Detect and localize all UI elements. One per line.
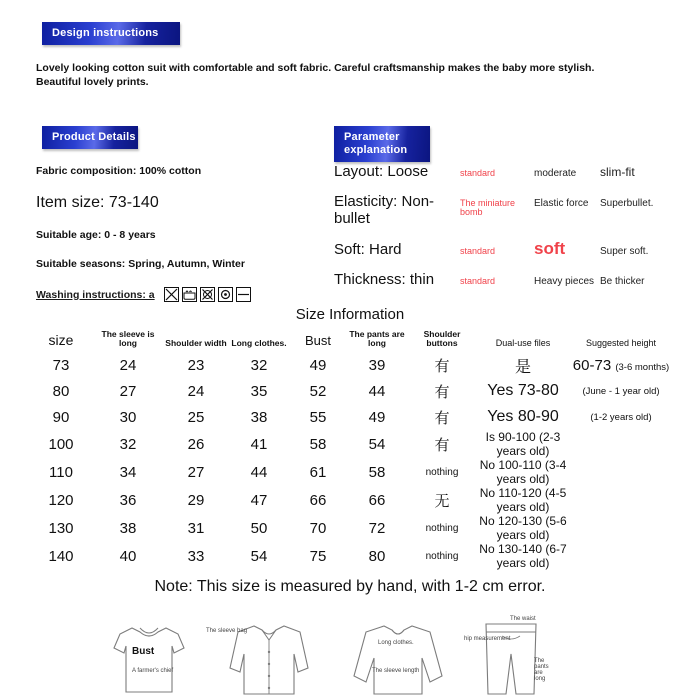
item-size: Item size: 73-140: [36, 194, 159, 211]
cell-shoulder: 26: [187, 435, 205, 453]
cell-sleeve: 34: [119, 463, 137, 481]
cell-dual: Yes 73-80: [487, 382, 559, 400]
cell-shoulder: 23: [187, 356, 205, 374]
soft-option-soft: soft: [534, 239, 566, 258]
elasticity-option-miniature: The miniature bomb: [460, 198, 516, 218]
cell-buttons: 有: [434, 409, 450, 427]
cell-length: 47: [250, 491, 268, 509]
cell-sleeve: 24: [119, 356, 137, 374]
cell-pants: 49: [368, 408, 386, 426]
cell-bust: 70: [309, 519, 327, 537]
fabric-composition: Fabric composition: 100% cotton: [36, 165, 202, 177]
cell-height: [570, 458, 672, 486]
size-table-header-row: [30, 330, 672, 352]
cell-dual: No 130-140 (6-7 years old): [479, 542, 567, 571]
cell-buttons: nothing: [425, 466, 459, 478]
cell-size: 130: [48, 519, 74, 537]
thickness-option-thicker: Be thicker: [600, 276, 645, 287]
cell-length: 35: [250, 382, 268, 400]
cell-pants: 58: [368, 463, 386, 481]
parameter-explanation-label: Parameter explanation: [344, 131, 408, 156]
layout-label: Layout: Loose: [334, 163, 429, 180]
table-row: [30, 458, 672, 486]
size-information-title: Size Information: [295, 306, 405, 323]
table-row: [30, 430, 672, 458]
cell-buttons: 有: [434, 436, 450, 454]
parameter-explanation-badge: [334, 126, 430, 162]
header-size: size: [48, 332, 74, 349]
cell-sleeve: 40: [119, 547, 137, 565]
cell-pants: 66: [368, 491, 386, 509]
cell-size: 80: [52, 382, 70, 400]
cell-height: (June - 1 year old): [582, 385, 660, 397]
cell-buttons: 有: [434, 357, 450, 375]
cell-height: [570, 514, 672, 542]
cell-bust: 49: [309, 356, 327, 374]
cell-shoulder: 27: [187, 463, 205, 481]
cell-length: 41: [250, 435, 268, 453]
cell-bust: 55: [309, 408, 327, 426]
cell-pants: 44: [368, 382, 386, 400]
cell-bust: 66: [309, 491, 327, 509]
parameter-row-elasticity: [334, 193, 674, 227]
cell-dual: Yes 80-90: [487, 408, 559, 426]
cell-bust: 75: [309, 547, 327, 565]
pants-figure: [464, 616, 550, 698]
cell-sleeve: 38: [119, 519, 137, 537]
cell-height: [570, 430, 672, 458]
cell-bust: 61: [309, 463, 327, 481]
cell-height: 60-73 (3-6 months): [572, 356, 670, 374]
washing-instructions-row: [36, 287, 316, 302]
cell-sleeve: 30: [119, 408, 137, 426]
longsleeve-icon: [350, 618, 446, 698]
cell-size: 120: [48, 491, 74, 509]
measurement-note: Note: This size is measured by hand, with 1-2 cm error.: [154, 578, 546, 595]
cell-buttons: 有: [434, 383, 450, 401]
soft-label: Soft: Hard: [334, 241, 402, 258]
design-instructions-label: Design instructions: [52, 27, 159, 39]
cell-sleeve: 36: [119, 491, 137, 509]
cell-shoulder: 29: [187, 491, 205, 509]
parameter-table: [334, 163, 674, 301]
elasticity-label: Elasticity: Non-bullet: [334, 193, 435, 227]
shirt-sleeve-caption: The sleeve bag: [206, 628, 248, 634]
elasticity-option-elastic: Elastic force: [534, 198, 589, 209]
table-row: [30, 542, 672, 570]
cell-bust: 58: [309, 435, 327, 453]
cell-sleeve: 32: [119, 435, 137, 453]
cell-size: 110: [49, 463, 73, 481]
cell-dual: No 120-130 (5-6 years old): [479, 514, 567, 543]
tshirt-caption: A farmer's chief: [132, 668, 174, 674]
cell-dual: No 110-120 (4-5 years old): [479, 486, 567, 515]
pants-hip-caption: hip measurement: [464, 636, 511, 642]
cell-length: 50: [250, 519, 268, 537]
cell-height: [570, 542, 672, 570]
cell-dual: No 100-110 (3-4 years old): [479, 458, 567, 487]
layout-option-slim: slim-fit: [600, 165, 635, 179]
tshirt-bust-label: Bust: [132, 646, 155, 657]
longsleeve-length-caption: Long clothes.: [378, 640, 414, 646]
table-row: [30, 486, 672, 514]
shirt-figure: [206, 618, 314, 698]
cell-size: 140: [48, 547, 74, 565]
cell-pants: 39: [368, 356, 386, 374]
intro-paragraph: Lovely looking cotton suit with comfortable and soft fabric. Careful craftsmanship makes the baby more stylish. Beautiful lovely prints.: [36, 62, 595, 88]
cell-buttons: nothing: [425, 550, 459, 562]
longsleeve-sleeve-caption: The sleeve length: [372, 668, 420, 674]
cell-dual: 是: [514, 358, 531, 376]
cell-size: 73: [52, 356, 70, 374]
washing-instructions-label: Washing instructions: a: [36, 288, 155, 301]
tshirt-figure: [106, 618, 192, 698]
header-pants-length: The pants are long: [349, 329, 405, 349]
hand-wash-icon: [182, 287, 197, 302]
cell-pants: 54: [368, 435, 386, 453]
garment-illustrations: [0, 612, 700, 700]
header-suggested-height: Suggested height: [585, 337, 657, 348]
cell-size: 100: [48, 435, 74, 453]
cell-height: (1-2 years old): [590, 411, 652, 423]
soft-option-standard: standard: [460, 246, 496, 256]
cell-height: [570, 486, 672, 514]
tshirt-icon: [106, 618, 192, 698]
cell-dual: Is 90-100 (2-3 years old): [485, 430, 561, 459]
cell-shoulder: 31: [187, 519, 205, 537]
cell-length: 54: [250, 547, 268, 565]
parameter-row-soft: [334, 240, 674, 258]
cell-shoulder: 25: [187, 408, 205, 426]
design-instructions-badge: [42, 22, 180, 45]
no-tumble-dry-icon: [200, 287, 215, 302]
pants-length-caption: The pants are long: [534, 658, 549, 682]
cell-shoulder: 33: [187, 547, 205, 565]
header-shoulder-buttons: Shoulder buttons: [423, 329, 461, 349]
table-row: [30, 378, 672, 404]
suitable-age: Suitable age: 0 - 8 years: [36, 229, 156, 241]
elasticity-option-super: Superbullet.: [600, 198, 654, 209]
dry-clean-icon: [218, 287, 233, 302]
layout-option-moderate: moderate: [534, 168, 577, 179]
header-sleeve: The sleeve is long: [101, 329, 155, 349]
cell-buttons: 无: [434, 492, 450, 510]
cell-pants: 80: [368, 547, 386, 565]
thickness-option-heavy: Heavy pieces: [534, 276, 595, 287]
product-details-badge: [42, 126, 138, 149]
cell-sleeve: 27: [119, 382, 137, 400]
cell-shoulder: 24: [187, 382, 205, 400]
table-row: [30, 514, 672, 542]
cell-length: 44: [250, 463, 268, 481]
thickness-label: Thickness: thin: [334, 271, 435, 288]
header-bust: Bust: [304, 333, 331, 349]
longsleeve-figure: [350, 618, 446, 698]
parameter-row-layout: [334, 163, 674, 180]
washing-icon-group: [164, 287, 251, 302]
soft-option-super-soft: Super soft.: [600, 246, 649, 257]
header-dual-use: Dual-use files: [495, 337, 551, 348]
cell-size: 90: [52, 408, 70, 426]
parameter-row-thickness: [334, 271, 674, 288]
thickness-option-standard: standard: [460, 276, 496, 286]
size-table: [30, 330, 672, 570]
cell-length: 32: [250, 356, 268, 374]
layout-option-standard: standard: [460, 168, 496, 178]
header-shoulder-width: Shoulder width: [165, 338, 227, 349]
suitable-seasons: Suitable seasons: Spring, Autumn, Winter: [36, 258, 245, 270]
no-bleach-icon: [164, 287, 179, 302]
table-row: [30, 404, 672, 430]
header-clothes-length: Long clothes.: [231, 338, 287, 349]
cell-bust: 52: [309, 382, 327, 400]
cell-pants: 72: [368, 519, 386, 537]
cell-buttons: nothing: [425, 522, 459, 534]
product-details-list: [36, 165, 316, 302]
pants-waist-caption: The waist: [510, 616, 536, 622]
dry-flat-icon: [236, 287, 251, 302]
cell-length: 38: [250, 408, 268, 426]
product-details-label: Product Details: [52, 131, 136, 143]
table-row: [30, 352, 672, 378]
